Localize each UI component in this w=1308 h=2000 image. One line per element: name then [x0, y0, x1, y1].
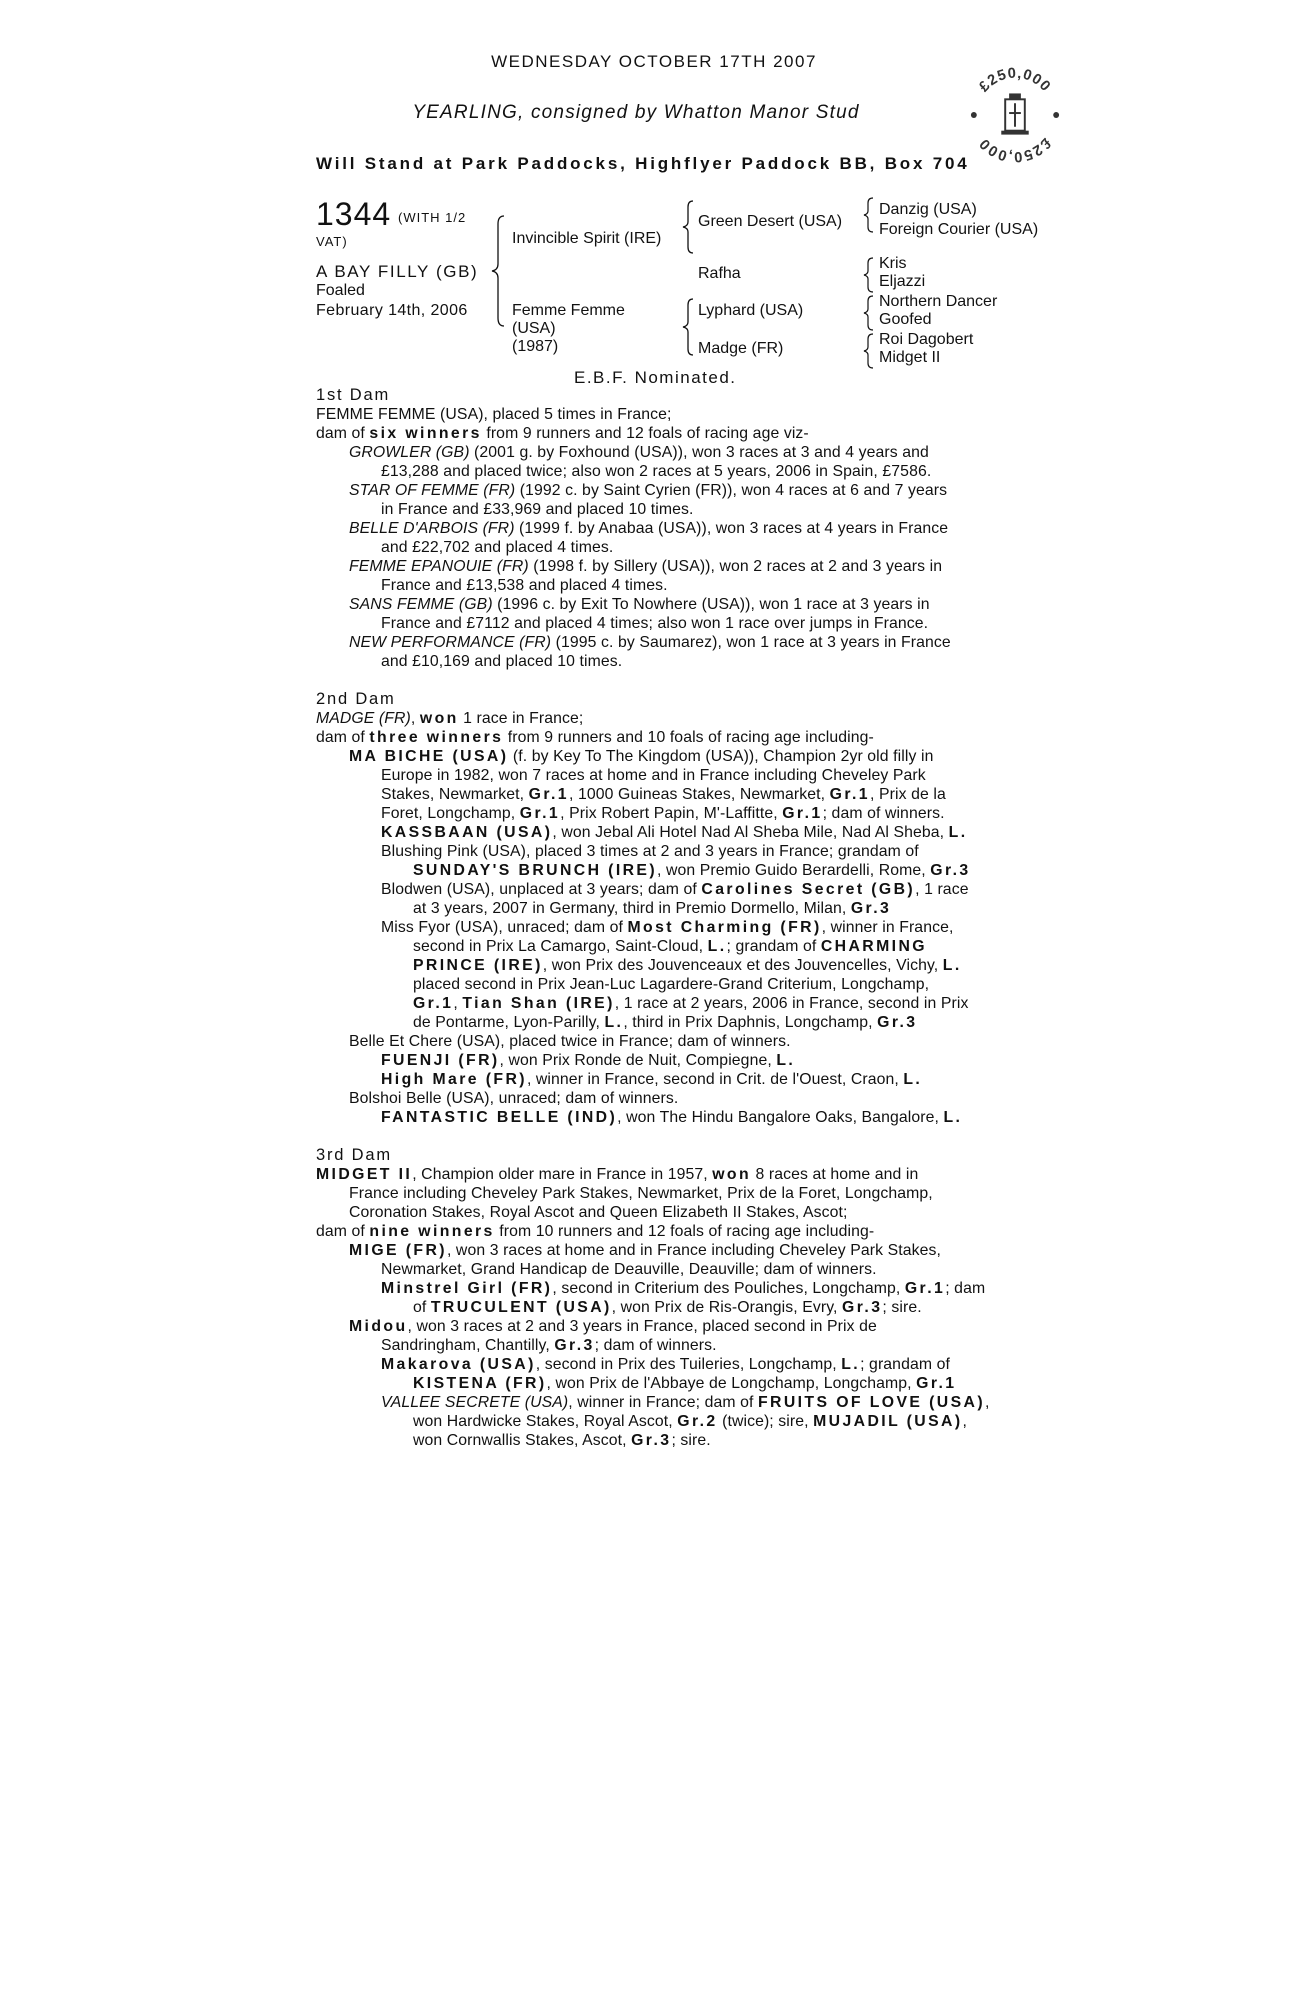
second-dam-heading: 2nd Dam — [316, 690, 396, 708]
third-dam-produce-summary: dam of nine winners from 10 runners and 12 foals of racing age including- — [316, 1223, 875, 1240]
produce-entry-cont: FANTASTIC BELLE (IND), won The Hindu Bangalore Oaks, Bangalore, L. — [381, 1109, 963, 1126]
brace-g3-icon — [862, 294, 878, 332]
produce-entry-cont: at 3 years, 2007 in Germany, third in Premio Dormello, Milan, Gr.3 — [413, 900, 892, 917]
produce-entry-cont: High Mare (FR), winner in France, second in Crit. de l'Ouest, Craon, L. — [381, 1071, 923, 1088]
svg-text:£250,000 — [976, 135, 1053, 164]
produce-entry-cont: and £10,169 and placed 10 times. — [381, 653, 623, 670]
svg-text:£250,000 — [976, 66, 1053, 95]
first-dam-line: FEMME FEMME (USA), placed 5 times in France; — [316, 406, 672, 423]
produce-entry-cont: of TRUCULENT (USA), won Prix de Ris-Orangis, Evry, Gr.3; sire. — [413, 1299, 922, 1316]
produce-entry-cont: de Pontarme, Lyon-Parilly, L., third in Prix Daphnis, Longchamp, Gr.3 — [413, 1014, 918, 1031]
lot-vat-a: (WITH 1/2 — [398, 210, 467, 225]
produce-entry: STAR OF FEMME (FR) (1992 c. by Saint Cyrien (FR)), won 4 races at 6 and 7 years — [349, 482, 948, 499]
pedigree-g1: Danzig (USA) — [879, 201, 977, 218]
second-dam-produce-summary: dam of three winners from 9 runners and 10 foals of racing age including- — [316, 729, 874, 746]
produce-entry-cont: France and £7112 and placed 4 times; also won 1 race over jumps in France. — [381, 615, 929, 632]
produce-entry: MIGE (FR), won 3 races at home and in France including Cheveley Park Stakes, — [349, 1242, 941, 1259]
produce-entry-cont: Sandringham, Chantilly, Gr.3; dam of winners. — [381, 1337, 717, 1354]
pedigree-g6: Goofed — [879, 311, 932, 328]
produce-entry-cont: Gr.1, Tian Shan (IRE), 1 race at 2 years, 2006 in France, second in Prix — [413, 995, 969, 1012]
produce-entry-cont: PRINCE (IRE), won Prix des Jouvenceaux et des Jouvencelles, Vichy, L. — [413, 957, 962, 974]
produce-entry: Miss Fyor (USA), unraced; dam of Most Charming (FR), winner in France, — [381, 919, 954, 936]
pedigree-sire-dam: Rafha — [698, 265, 741, 282]
brace-g1-icon — [862, 196, 878, 234]
lot-vat-b: VAT) — [316, 234, 348, 249]
foaled-label: Foaled — [316, 282, 365, 299]
catalogue-body — [316, 386, 1036, 1450]
pedigree-g7: Roi Dagobert — [879, 331, 974, 348]
third-dam-line-cont: Coronation Stakes, Royal Ascot and Queen Elizabeth II Stakes, Ascot; — [349, 1204, 848, 1221]
produce-entry-cont: second in Prix La Camargo, Saint-Cloud, L.; grandam of CHARMING — [413, 938, 927, 955]
produce-entry-cont: in France and £33,969 and placed 10 times. — [381, 501, 694, 518]
lot-description: A BAY FILLY (GB) — [316, 262, 479, 281]
produce-entry-cont: won Cornwallis Stakes, Ascot, Gr.3; sire. — [413, 1432, 711, 1449]
produce-entry: GROWLER (GB) (2001 g. by Foxhound (USA)), won 3 races at 3 and 4 years and — [349, 444, 929, 461]
produce-entry-cont: and £22,702 and placed 4 times. — [381, 539, 614, 556]
stamp-price-top: £250,000 — [976, 66, 1054, 96]
brace-g2-icon — [862, 256, 878, 294]
produce-entry: Bolshoi Belle (USA), unraced; dam of winners. — [349, 1090, 679, 1107]
produce-entry: Blodwen (USA), unplaced at 3 years; dam of Carolines Secret (GB), 1 race — [381, 881, 969, 898]
second-dam-line: MADGE (FR), won 1 race in France; — [316, 710, 584, 727]
produce-entry: NEW PERFORMANCE (FR) (1995 c. by Saumarez), won 1 race at 3 years in France — [349, 634, 951, 651]
pedigree-dam-name: Femme Femme — [512, 302, 625, 319]
produce-entry-cont: placed second in Prix Jean-Luc Lagardere-Grand Criterium, Longchamp, — [413, 976, 930, 993]
produce-entry: BELLE D'ARBOIS (FR) (1999 f. by Anabaa (USA)), won 3 races at 4 years in France — [349, 520, 949, 537]
foaled-date: February 14th, 2006 — [316, 302, 468, 319]
ebf-nominated: E.B.F. Nominated. — [574, 368, 737, 387]
consignment-line: YEARLING, consigned by Whatton Manor Stud — [412, 102, 860, 123]
pedigree-g3: Kris — [879, 255, 907, 272]
pedigree-sire-sire: Green Desert (USA) — [698, 213, 843, 230]
price-stamp-icon — [966, 66, 1064, 164]
brace-main-icon — [490, 212, 514, 330]
produce-entry-cont: Stakes, Newmarket, Gr.1, 1000 Guineas Stakes, Newmarket, Gr.1, Prix de la — [381, 786, 946, 803]
produce-entry: KASSBAAN (USA), won Jebal Ali Hotel Nad Al Sheba Mile, Nad Al Sheba, L. — [381, 824, 968, 841]
produce-entry: Minstrel Girl (FR), second in Criterium des Pouliches, Longchamp, Gr.1; dam — [381, 1280, 986, 1297]
third-dam-line: MIDGET II, Champion older mare in France in 1957, won 8 races at home and in — [316, 1166, 919, 1183]
produce-entry: Midou, won 3 races at 2 and 3 years in France, placed second in Prix de — [349, 1318, 877, 1335]
produce-entry-cont: Europe in 1982, won 7 races at home and in France including Cheveley Park — [381, 767, 926, 784]
produce-entry-cont: KISTENA (FR), won Prix de l'Abbaye de Longchamp, Longchamp, Gr.1 — [413, 1375, 957, 1392]
produce-entry-cont: £13,288 and placed twice; also won 2 races at 5 years, 2006 in Spain, £7586. — [381, 463, 932, 480]
produce-entry: Belle Et Chere (USA), placed twice in France; dam of winners. — [349, 1033, 791, 1050]
produce-entry-cont: won Hardwicke Stakes, Royal Ascot, Gr.2 (twice); sire, MUJADIL (USA), — [413, 1413, 968, 1430]
produce-entry-cont: Foret, Longchamp, Gr.1, Prix Robert Papin, M'-Laffitte, Gr.1; dam of winners. — [381, 805, 945, 822]
pedigree-dam-country: (USA) — [512, 320, 556, 337]
pedigree-g5: Northern Dancer — [879, 293, 998, 310]
first-dam-produce-summary: dam of six winners from 9 runners and 12 foals of racing age viz- — [316, 425, 809, 442]
produce-entry: Blushing Pink (USA), placed 3 times at 2 and 3 years in France; grandam of — [381, 843, 919, 860]
pedigree-dam-dam: Madge (FR) — [698, 340, 784, 357]
produce-entry-cont: FUENJI (FR), won Prix Ronde de Nuit, Compiegne, L. — [381, 1052, 796, 1069]
pedigree-g4: Eljazzi — [879, 273, 926, 290]
stand-location: Will Stand at Park Paddocks, Highflyer Paddock BB, Box 704 — [316, 154, 970, 173]
third-dam-heading: 3rd Dam — [316, 1146, 392, 1164]
pedigree-g8: Midget II — [879, 349, 941, 366]
pedigree-dam-year: (1987) — [512, 338, 559, 355]
lot-number: 1344 — [316, 196, 392, 232]
pedigree-dam-sire: Lyphard (USA) — [698, 302, 804, 319]
stamp-price-bottom: £250,000 — [976, 134, 1054, 164]
produce-entry-cont: France and £13,538 and placed 4 times. — [381, 577, 668, 594]
pedigree-g2: Foreign Courier (USA) — [879, 221, 1039, 238]
produce-entry: MA BICHE (USA) (f. by Key To The Kingdom (USA)), Champion 2yr old filly in — [349, 748, 934, 765]
third-dam-line-cont: France including Cheveley Park Stakes, Newmarket, Prix de la Foret, Longchamp, — [349, 1185, 933, 1202]
sale-date: WEDNESDAY OCTOBER 17TH 2007 — [491, 52, 817, 71]
pedigree-sire: Invincible Spirit (IRE) — [512, 230, 662, 247]
produce-entry: Makarova (USA), second in Prix des Tuileries, Longchamp, L.; grandam of — [381, 1356, 950, 1373]
produce-entry: VALLEE SECRETE (USA), winner in France; dam of FRUITS OF LOVE (USA), — [381, 1394, 990, 1411]
produce-entry: SANS FEMME (GB) (1996 c. by Exit To Nowhere (USA)), won 1 race at 3 years in — [349, 596, 930, 613]
produce-entry: FEMME EPANOUIE (FR) (1998 f. by Sillery (USA)), won 2 races at 2 and 3 years in — [349, 558, 943, 575]
produce-entry-cont: Newmarket, Grand Handicap de Deauville, Deauville; dam of winners. — [381, 1261, 877, 1278]
produce-entry-cont: SUNDAY'S BRUNCH (IRE), won Premio Guido Berardelli, Rome, Gr.3 — [413, 862, 971, 879]
first-dam-heading: 1st Dam — [316, 386, 391, 404]
brace-g4-icon — [862, 332, 878, 370]
